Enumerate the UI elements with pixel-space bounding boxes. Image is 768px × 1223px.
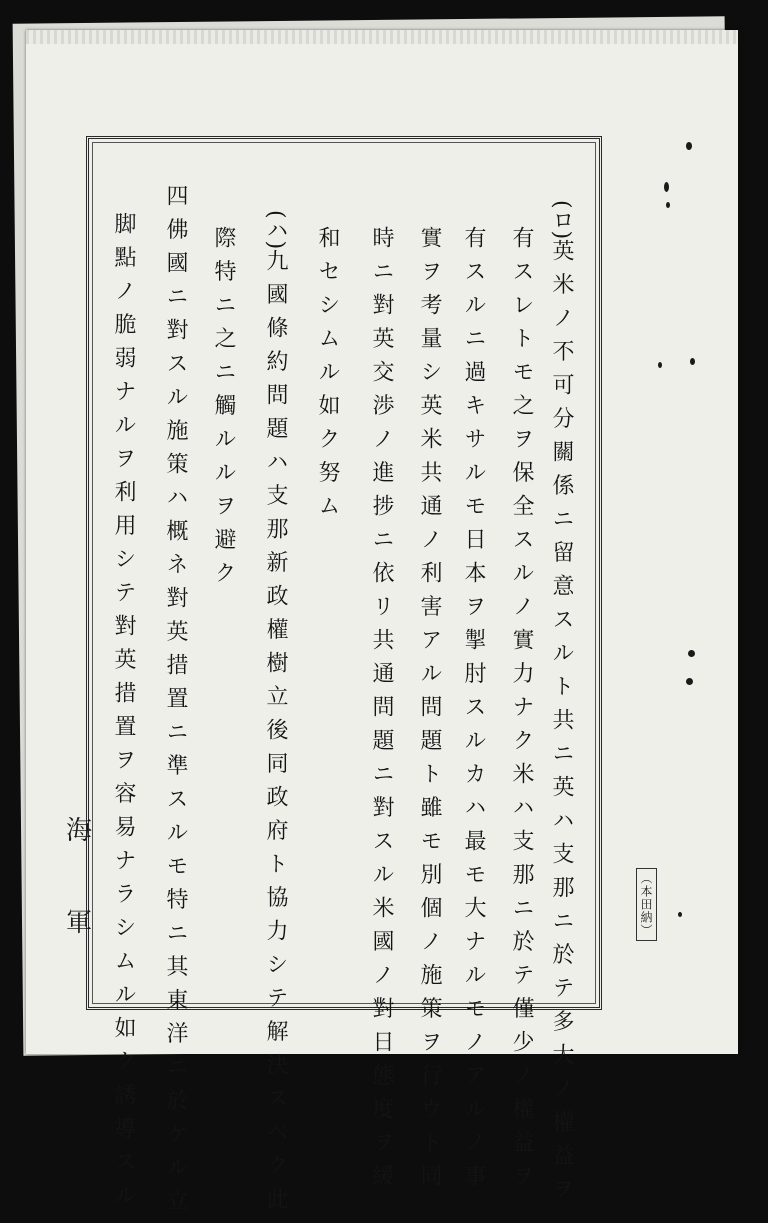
ink-speck <box>690 358 695 365</box>
text-column <box>370 226 392 1198</box>
column-text: 脚點ノ脆弱ナルヲ利用シテ對英措置ヲ容易ナラシムル如ク誘導スル <box>111 212 136 1217</box>
text-column <box>550 200 572 1211</box>
column-text: 英米ノ不可分關係ニ留意スルト共ニ英ハ支那ニ於テ多大ノ權益ヲ <box>549 239 574 1211</box>
column-text: 有スレトモ之ヲ保全スルノ實力ナク米ハ支那ニ於テ僅少ノ權益ヲ <box>509 226 534 1198</box>
ink-speck <box>666 202 670 208</box>
ink-speck <box>664 182 669 192</box>
text-column <box>510 226 532 1198</box>
item-marker: (ロ) <box>549 200 574 240</box>
text-column <box>418 226 440 1198</box>
ink-speck <box>686 142 692 150</box>
document-page <box>26 30 738 1223</box>
ink-speck <box>688 650 695 657</box>
column-text: 際特ニ之ニ觸ルルヲ避ク <box>211 226 236 595</box>
text-column <box>264 210 286 1221</box>
ink-speck <box>678 912 682 917</box>
ink-speck <box>686 678 693 685</box>
text-column <box>212 226 234 595</box>
ink-speck <box>658 362 662 368</box>
item-marker: (ハ) <box>263 210 288 250</box>
column-text: 實ヲ考量シ英米共通ノ利害アル問題ト雖モ別個ノ施策ヲ行ウト同 <box>417 226 442 1198</box>
column-text: 四佛國ニ對スル施策ハ概ネ對英措置ニ準スルモ特ニ其東洋ニ於ケル立 <box>163 184 188 1223</box>
footer-stamp-right: 軍 <box>66 908 93 938</box>
text-column <box>316 226 338 528</box>
column-text: 九國條約問題ハ支那新政權樹立後同政府ト協力シテ解決スベク此 <box>263 249 288 1221</box>
text-column <box>164 184 186 1223</box>
text-column <box>112 212 134 1217</box>
column-text: 和セシムル如ク努ム <box>315 226 340 528</box>
archive-note: （本田納） <box>636 868 657 941</box>
text-column <box>462 226 484 1198</box>
footer-stamp-left: 海 <box>66 816 93 846</box>
column-text: 有スルニ過キサルモ日本ヲ掣肘スルカハ最モ大ナルモノアルノ事 <box>461 226 486 1198</box>
column-text: 時ニ對英交渉ノ進捗ニ依リ共通問題ニ對スル米國ノ對日態度ヲ緩 <box>369 226 394 1198</box>
